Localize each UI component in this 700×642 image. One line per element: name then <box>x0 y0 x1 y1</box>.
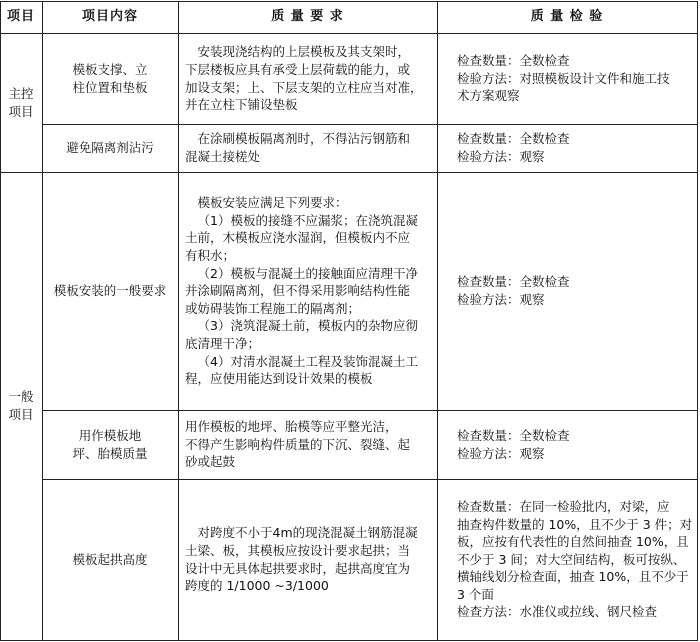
inspection-line: 检验方法：观察 <box>457 292 545 307</box>
requirement-line: 加设支架；上、下层支架的立柱应当对准， <box>185 79 423 95</box>
row-inspection-cell <box>437 479 697 640</box>
section-label-line: 项目 <box>8 407 34 422</box>
inspection-line: 检验方法：观察 <box>457 149 545 164</box>
table-bottom-border <box>0 640 698 641</box>
requirement-line: （3）浇筑混凝土前，模板内的杂物应彻 <box>197 318 418 334</box>
header-inspection-label: 质 量 检 验 <box>530 9 604 25</box>
inspection-line: 术方案观察 <box>457 88 520 104</box>
requirement-line: 或妨碍装饰工程施工的隔离剂； <box>185 300 361 316</box>
inspection-line: 板，应按有代表性的自然间抽查 10%，且 <box>457 534 689 550</box>
section-label-line: 主控 <box>8 85 34 101</box>
header-requirement-label: 质 量 要 求 <box>271 9 344 25</box>
requirement-line: 安装现浇结构的上层模板及其支架时， <box>197 44 411 60</box>
inspection-line: 检查数量：全数检查 <box>457 53 570 69</box>
content-line: 避免隔离剂沾污 <box>66 140 154 156</box>
row-content-cell <box>42 172 178 410</box>
row-content-cell <box>42 479 178 640</box>
row-inspection-cell <box>437 172 697 410</box>
content-line: 模板支撑、立 <box>72 61 148 77</box>
requirement-line: （1）模板的接缝不应漏浆；在浇筑混凝 <box>197 212 418 228</box>
row-inspection-cell <box>437 124 697 172</box>
section-main-control <box>0 33 42 172</box>
requirement-line: 在涂刷模板隔离剂时，不得沾污钢筋和 <box>197 131 411 147</box>
requirement-line: 土前，木模板应浇水湿润，但模板内不应 <box>185 230 411 246</box>
requirement-line: 跨度的 1/1000 ~3/1000 <box>185 578 329 594</box>
row-requirement-cell <box>178 172 437 410</box>
inspection-line: 检验方法：对照模板设计文件和施工技 <box>457 70 670 86</box>
requirement-line: 对跨度不小于4m的现浇混凝土钢筋混凝 <box>197 525 418 541</box>
requirement-line: 并在立柱下铺设垫板 <box>185 97 298 113</box>
header-content <box>42 1 178 33</box>
row-inspection-cell <box>437 33 697 124</box>
inspection-line: 检查数量：全数检查 <box>457 274 570 290</box>
inspection-line: 横轴线划分检查面，抽查 10%，且不少于 <box>457 569 689 585</box>
content-line: 柱位置和垫板 <box>72 79 148 95</box>
header-content-label: 项目内容 <box>81 9 138 25</box>
header-item <box>0 1 42 33</box>
row-requirement-cell <box>178 479 437 640</box>
requirement-line: 模板安装应满足下列要求： <box>197 195 348 211</box>
section-label-line: 一般 <box>8 389 34 405</box>
row-content-cell <box>42 410 178 479</box>
inspection-line: 抽查构件数量的 10%，且不少于 3 件；对 <box>457 516 693 532</box>
requirement-line: 并涂刷隔离剂，但不得采用影响结构性能 <box>185 283 411 299</box>
requirement-line: 底清理干净； <box>185 335 261 351</box>
inspection-line: 检查数量：在同一检验批内，对梁，应 <box>457 498 670 514</box>
requirement-line: 程，应使用能达到设计效果的模板 <box>185 371 373 387</box>
content-line: 坪、胎模质量 <box>72 445 148 461</box>
header-inspection <box>437 1 697 33</box>
inspection-line: 检查数量：全数检查 <box>457 427 570 443</box>
section-label-line: 项目 <box>8 103 34 119</box>
inspection-line: 不少于 3 间；对大空间结构，板可按纵、 <box>457 551 686 567</box>
requirement-line: 混凝土接槎处 <box>185 149 261 164</box>
row-requirement-cell <box>178 33 437 124</box>
requirement-line: 用作模板的地坪、胎模等应平整光洁， <box>185 419 398 435</box>
row-content-cell <box>42 33 178 124</box>
requirement-line: 土梁、板，其模板应按设计要求起拱；当 <box>185 542 411 558</box>
requirement-line: 下层楼板应具有承受上层荷载的能力，或 <box>185 61 411 77</box>
content-line: 用作模板地 <box>78 427 142 443</box>
inspection-line: 检验方法：观察 <box>457 445 545 461</box>
header-item-label: 项目 <box>6 9 35 25</box>
content-line: 模板起拱高度 <box>72 551 148 567</box>
content-line: 模板安装的一般要求 <box>53 283 167 299</box>
requirement-line: 设计中无具体起拱要求时，起拱高度宜为 <box>185 560 411 576</box>
header-requirement <box>178 1 437 33</box>
inspection-line: 检查数量：全数检查 <box>457 131 570 147</box>
row-requirement-cell <box>178 410 437 479</box>
requirement-line: 不得产生影响构件质量的下沉、裂缝、起 <box>185 436 411 452</box>
table-right-border <box>697 1 698 641</box>
row-inspection-cell <box>437 410 697 479</box>
row-requirement-cell <box>178 124 437 172</box>
inspection-line: 3 个面 <box>457 586 494 602</box>
requirement-line: 砂或起鼓 <box>185 454 236 470</box>
requirement-line: 有积水； <box>185 248 236 264</box>
inspection-line: 检查方法：水准仪或拉线、钢尺检查 <box>457 604 658 620</box>
section-general <box>0 172 42 640</box>
requirement-line: （2）模板与混凝土的接触面应清理干净 <box>197 265 418 281</box>
row-content-cell <box>42 124 178 172</box>
requirement-line: （4）对清水混凝土工程及装饰混凝土工 <box>197 353 418 369</box>
